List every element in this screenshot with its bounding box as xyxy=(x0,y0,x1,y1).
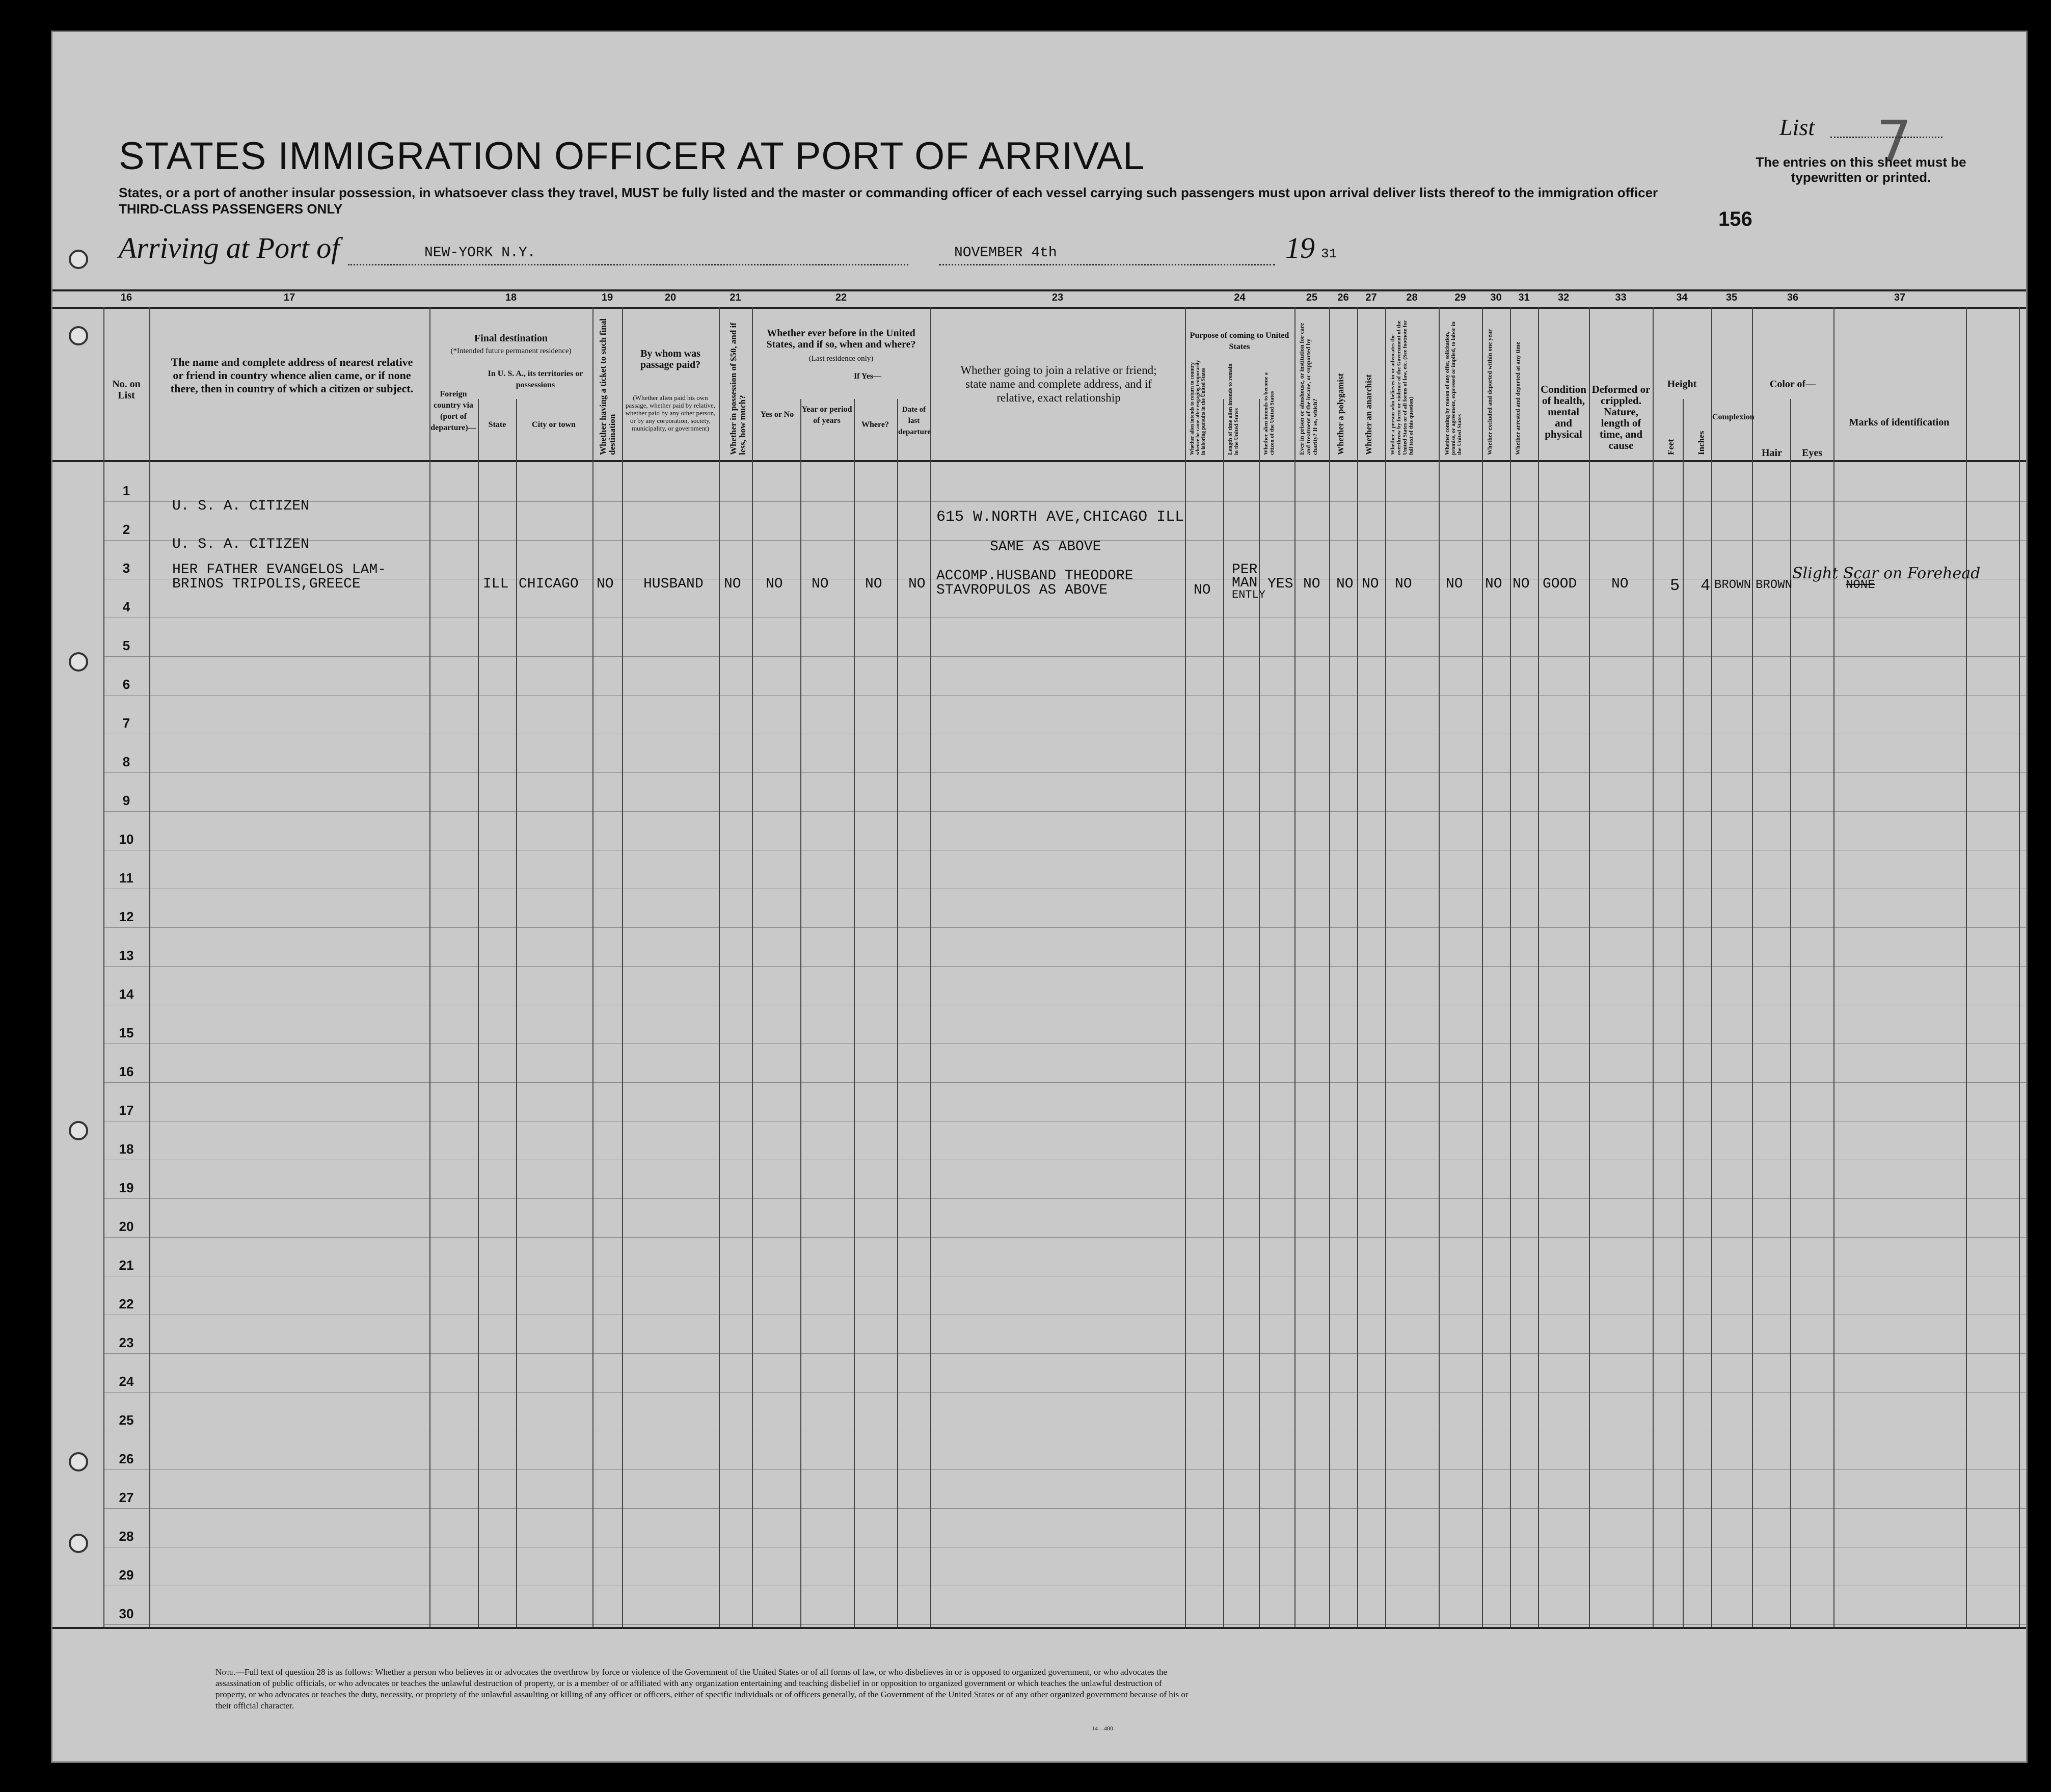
punch-hole xyxy=(69,652,88,672)
row3-offer: NO xyxy=(1446,576,1463,592)
header-excluded: Whether excluded and deported within one year xyxy=(1486,329,1493,455)
column-number-rule xyxy=(52,307,2026,309)
header-last-departure: Date of last departure xyxy=(898,406,931,436)
header-state: State xyxy=(488,420,506,429)
row3-feet: 5 xyxy=(1670,576,1680,595)
header-no-on-list: No. on List xyxy=(112,379,141,401)
list-number: 7 xyxy=(1876,109,1912,174)
table-top-rule xyxy=(52,289,2026,291)
row-number: 21 xyxy=(119,1258,134,1273)
year-suffix: 31 xyxy=(1321,246,1337,261)
colnum-34: 34 xyxy=(1676,292,1688,303)
form-code: 14—480 xyxy=(1092,1725,1113,1732)
header-eyes: Eyes xyxy=(1802,447,1822,459)
colnum-25: 25 xyxy=(1306,292,1318,303)
header-marks: Marks of identification xyxy=(1849,417,1950,428)
punch-hole xyxy=(69,250,88,269)
row3-health: GOOD xyxy=(1543,576,1577,592)
row3-relative-2: BRINOS TRIPOLIS,GREECE xyxy=(172,576,361,592)
colnum-19: 19 xyxy=(601,292,613,303)
header-hair: Hair xyxy=(1762,447,1782,459)
column-rule xyxy=(1357,307,1358,1627)
row1-relative: U. S. A. CITIZEN xyxy=(172,498,309,514)
column-rule xyxy=(1329,307,1330,1627)
header-last-residence: (Last residence only) xyxy=(808,355,874,363)
footnote-lead: Note. xyxy=(215,1667,236,1677)
row3-paid-by: HUSBAND xyxy=(643,576,704,592)
colnum-20: 20 xyxy=(664,292,677,303)
colnum-22: 22 xyxy=(835,292,847,303)
header-prison: Ever in prison or almshouse, or institution for care and treatment of the insane, or supported by charity? If so, which? xyxy=(1298,323,1318,455)
row-number: 3 xyxy=(122,560,130,576)
row-number: 24 xyxy=(119,1374,134,1389)
row2-join: SAME AS ABOVE xyxy=(990,539,1101,555)
colnum-37: 37 xyxy=(1894,292,1906,303)
header-in-usa: In U. S. A., its territories or possessions xyxy=(488,369,583,389)
list-label: List xyxy=(1779,114,1815,140)
row3-arrested: NO xyxy=(1513,576,1530,592)
header-health: Condition of health, mental and physical xyxy=(1541,383,1586,440)
row3-where: NO xyxy=(865,576,882,592)
row-rule xyxy=(103,1198,2026,1199)
row3-length-3: ENTLY xyxy=(1232,589,1266,601)
year-prefix: 19 xyxy=(1285,231,1315,264)
column-rule xyxy=(592,307,593,1627)
row-number: 19 xyxy=(119,1180,134,1195)
header-complexion: Complexion xyxy=(1712,413,1755,421)
header-if-yes: If Yes— xyxy=(853,372,882,381)
column-rule xyxy=(103,307,104,1627)
colnum-35: 35 xyxy=(1725,292,1738,303)
header-labor-offer: Whether coming by reason of any offer, solicitation, promise, or agreement, expressed or implied, to labor in the United States xyxy=(1444,322,1463,455)
colnum-30: 30 xyxy=(1490,292,1502,303)
header-overthrow: Whether a person who believes in or advocates the overthrow by force or violence of the Government of the United States or of all forms of law, etc. (See footnote for full text of this question) xyxy=(1390,320,1414,455)
colnum-28: 28 xyxy=(1406,292,1418,303)
column-rule xyxy=(1966,307,1967,1627)
row-number: 17 xyxy=(119,1103,134,1118)
header-height: Height xyxy=(1667,379,1697,390)
colnum-36: 36 xyxy=(1787,292,1799,303)
row3-marks-handwritten: Slight Scar on Forehead xyxy=(1792,565,1981,582)
row-number: 10 xyxy=(119,832,134,847)
column-rule xyxy=(1538,307,1539,1627)
row-number: 2 xyxy=(122,522,130,537)
date-line xyxy=(939,264,1275,265)
column-rule xyxy=(1223,399,1224,1627)
column-rule xyxy=(1752,307,1753,1627)
row-number: 22 xyxy=(119,1296,134,1312)
column-rule xyxy=(622,307,623,1627)
row3-length-2: MAN xyxy=(1232,575,1258,591)
row-rule xyxy=(103,1353,2026,1354)
header-final-destination: Final destination xyxy=(474,333,548,344)
row-number: 25 xyxy=(119,1412,134,1428)
punch-hole xyxy=(69,1534,88,1553)
column-rule xyxy=(1833,307,1834,1627)
page-number: 156 xyxy=(1718,208,1752,230)
row-number: 7 xyxy=(122,715,130,731)
row-number: 8 xyxy=(122,754,130,769)
column-rule xyxy=(1510,307,1511,1627)
row3-anarchist: NO xyxy=(1362,576,1379,592)
header-bottom-rule xyxy=(52,460,2026,462)
row-number: 30 xyxy=(119,1606,134,1621)
row3-ticket: NO xyxy=(597,576,614,592)
row-number: 14 xyxy=(119,986,134,1002)
date-value: NOVEMBER 4th xyxy=(954,245,1057,261)
colnum-21: 21 xyxy=(730,292,741,303)
punch-hole xyxy=(69,1452,88,1472)
row-number: 16 xyxy=(119,1064,134,1079)
column-rule xyxy=(719,307,720,1627)
row-rule xyxy=(103,811,2026,812)
header-subtitle: States, or a port of another insular possession, in whatsoever class they travel, MUST be fully listed and the master or commanding officer of each vessel carrying such passengers must upon arrival deliver lists thereof to the immigration officer xyxy=(119,185,1658,200)
list-line xyxy=(1830,137,1942,138)
header-arrested: Whether arrested and deported at any time xyxy=(1514,341,1521,455)
row-rule xyxy=(103,1082,2026,1083)
colnum-23: 23 xyxy=(1051,292,1064,303)
row-number: 13 xyxy=(119,948,134,963)
header-passage-paid: By whom was passage paid? xyxy=(640,348,701,370)
row-number: 28 xyxy=(119,1529,134,1544)
header-final-destination-sub: (*Intended future permanent residence) xyxy=(450,347,572,355)
port-line xyxy=(348,264,908,265)
row3-citizen: YES xyxy=(1267,576,1293,592)
header-foreign-country: Foreign country via (port of departure)— xyxy=(430,390,476,432)
column-rule xyxy=(1259,399,1260,1627)
column-rule xyxy=(1439,307,1440,1627)
header-inches: Inches xyxy=(1696,431,1706,455)
header-period: Year or period of years xyxy=(801,405,852,425)
punch-hole xyxy=(69,1121,88,1140)
colnum-32: 32 xyxy=(1557,292,1570,303)
column-rule xyxy=(478,399,479,1627)
row3-prison: NO xyxy=(1303,576,1320,592)
third-class-note: THIRD-CLASS PASSENGERS ONLY xyxy=(119,201,343,217)
row-number: 29 xyxy=(119,1567,134,1583)
footnote-text: —Full text of question 28 is as follows: Whether a person who believes in or advocates the overthrow by force or violence of the Government of the United States or of all forms of law, or who disbelieves in or is opposed to organized government, or who advocates the assassination of public officials, or who advocates or teaches the unlawful destruction of property, or is a member of or affiliated with any organization entertaining and teaching disbelief in or opposition to organized government or which teaches the unlawful destruction of property, or who advocates or teaches the duty, necessity, or propriety of the unlawful assaulting or killing of any officer or officers, either of specific individuals or of officers generally, of the Government of the United States or of any other organized government because of his or their official character. xyxy=(215,1667,1189,1710)
manifest-sheet xyxy=(51,31,2028,1763)
colnum-26: 26 xyxy=(1337,292,1349,303)
row3-yes-no: NO xyxy=(766,576,783,592)
row-rule xyxy=(103,772,2026,773)
colnum-29: 29 xyxy=(1454,292,1466,303)
header-passage-paid-sub: (Whether alien paid his own passage, whether paid by relative, whether paid by any other person, or by any corporation, society, municipality, or government) xyxy=(625,394,716,432)
row3-polygamist: NO xyxy=(1336,576,1354,592)
colnum-24: 24 xyxy=(1234,292,1246,303)
row3-marks: NONE xyxy=(1846,578,1875,592)
row-rule xyxy=(103,1237,2026,1238)
row-number: 4 xyxy=(122,599,130,614)
row-rule xyxy=(103,1624,2026,1625)
row1-join: 615 W.NORTH AVE,CHICAGO ILL xyxy=(936,509,1184,526)
row3-money: NO xyxy=(724,576,741,592)
row-rule xyxy=(103,1392,2026,1393)
column-rule xyxy=(800,399,801,1627)
row3-inches: 4 xyxy=(1701,576,1711,595)
column-rule xyxy=(516,399,517,1627)
header-anarchist: Whether an anarchist xyxy=(1364,374,1373,455)
row-number: 1 xyxy=(122,483,130,498)
row3-city: CHICAGO xyxy=(519,576,579,592)
colnum-16: 16 xyxy=(120,292,132,303)
row-rule xyxy=(103,927,2026,928)
row-number: 15 xyxy=(119,1025,134,1040)
header-purpose: Purpose of coming to United States xyxy=(1190,331,1289,351)
row-rule xyxy=(103,656,2026,657)
table-bottom-rule xyxy=(52,1627,2026,1629)
port-value: NEW-YORK N.Y. xyxy=(424,245,536,261)
row-number: 26 xyxy=(119,1451,134,1466)
header-color-of: Color of— xyxy=(1769,379,1816,390)
row-rule xyxy=(103,695,2026,696)
row3-period: NO xyxy=(812,576,829,592)
header-yes-no: Yes or No xyxy=(760,410,794,419)
row-number: 27 xyxy=(119,1490,134,1505)
header-deformed: Deformed or crippled. Nature, length of time, and cause xyxy=(1591,383,1651,451)
row3-return: NO xyxy=(1194,582,1211,598)
colnum-27: 27 xyxy=(1365,292,1377,303)
typewritten-instruction: The entries on this sheet must be typewritten or printed. xyxy=(1756,154,1966,185)
column-rule xyxy=(930,307,931,1627)
header-intends-return: Whether alien intends to return to country whence he came after engaging temporarily in laboring pursuits in the United States xyxy=(1190,360,1206,455)
row-number: 9 xyxy=(122,793,130,808)
header-ticket: Whether having a ticket to such final destination xyxy=(598,318,617,455)
row2-relative: U. S. A. CITIZEN xyxy=(172,537,309,552)
row3-deformed: NO xyxy=(1611,576,1629,592)
row3-departure: NO xyxy=(908,576,926,592)
column-rule xyxy=(752,307,753,1627)
row3-complexion: BROWN xyxy=(1714,578,1751,592)
punch-hole xyxy=(69,326,88,345)
header-feet: Feet xyxy=(1666,439,1676,455)
row-number: 23 xyxy=(119,1335,134,1350)
colnum-18: 18 xyxy=(505,292,517,303)
row3-join-2: STAVROPULOS AS ABOVE xyxy=(936,582,1108,598)
header-polygamist: Whether a polygamist xyxy=(1336,373,1345,455)
row3-join: ACCOMP.HUSBAND THEODORE xyxy=(936,568,1134,584)
row-rule xyxy=(103,501,2026,502)
column-rule xyxy=(1653,307,1654,1627)
colnum-33: 33 xyxy=(1615,292,1627,303)
column-rule xyxy=(1385,307,1386,1627)
column-rule xyxy=(897,399,898,1627)
header-intends-citizen: Whether alien intends to become a citizen of the United States xyxy=(1263,372,1275,455)
header-ever-before-us: Whether ever before in the United States, and if so, when and where? xyxy=(766,328,916,350)
header-fifty-dollars: Whether in possession of $50, and if less, how much? xyxy=(728,323,747,455)
header-city: City or town xyxy=(532,420,576,429)
footnote xyxy=(215,1667,1194,1711)
row3-overthrow: NO xyxy=(1395,576,1412,592)
row3-state: ILL xyxy=(483,576,509,592)
row3-length: PER xyxy=(1232,562,1258,578)
column-rule xyxy=(2019,307,2020,1627)
column-rule xyxy=(1482,307,1483,1627)
page-title: STATES IMMIGRATION OFFICER AT PORT OF ARRIVAL xyxy=(119,135,1145,178)
colnum-31: 31 xyxy=(1518,292,1530,303)
row-rule xyxy=(103,1469,2026,1470)
row-number: 5 xyxy=(122,638,130,653)
header-where: Where? xyxy=(861,420,889,429)
header-nearest-relative: The name and complete address of nearest relative or friend in country whence alien came, or if none there, then in country of which a citizen or subject. xyxy=(170,356,414,395)
row3-hair: BROWN xyxy=(1756,578,1793,592)
column-rule xyxy=(854,399,855,1627)
column-rule xyxy=(1294,307,1296,1627)
column-rule xyxy=(1185,307,1186,1627)
arriving-label: Arriving at Port of xyxy=(119,231,340,264)
row-number: 20 xyxy=(119,1219,134,1234)
row-rule xyxy=(103,1508,2026,1509)
colnum-17: 17 xyxy=(283,292,295,303)
column-rule xyxy=(429,307,430,1627)
column-rule xyxy=(1589,307,1590,1627)
row3-relative: HER FATHER EVANGELOS LAM- xyxy=(172,562,387,578)
row-number: 11 xyxy=(119,870,133,886)
row-rule xyxy=(103,966,2026,967)
row3-excluded: NO xyxy=(1485,576,1502,592)
header-going-to-join: Whether going to join a relative or friend; state name and complete address, and if relative, exact relationship xyxy=(960,364,1157,404)
column-rule xyxy=(149,307,150,1627)
row-number: 6 xyxy=(122,677,130,692)
row-number: 18 xyxy=(119,1141,134,1157)
row-number: 12 xyxy=(119,909,134,924)
column-rule xyxy=(1711,307,1712,1627)
header-length-of-stay: Length of time alien intends to remain in the United States xyxy=(1227,363,1239,455)
column-rule xyxy=(1683,399,1684,1627)
